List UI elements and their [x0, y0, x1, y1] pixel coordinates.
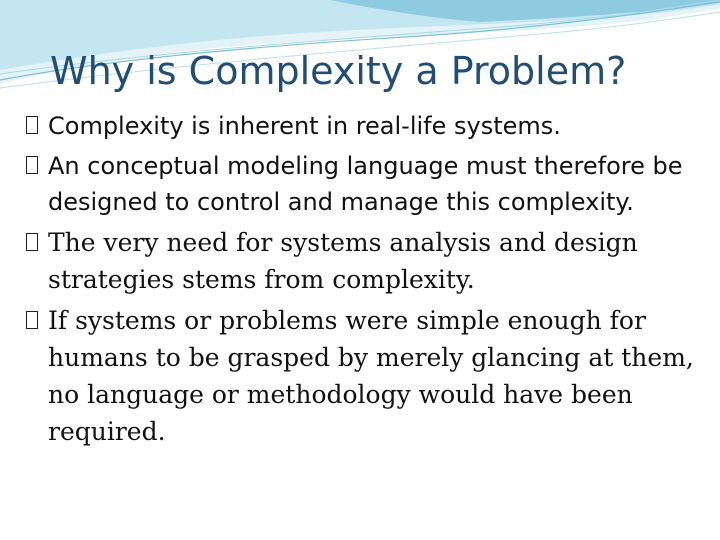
bullet-marker-icon [26, 233, 38, 251]
slide-title: Why is Complexity a Problem? [50, 49, 627, 93]
bullet-marker-icon [26, 156, 38, 174]
bullet-item [22, 224, 702, 298]
bullet-marker-icon [26, 311, 38, 329]
bullet-text: An conceptual modeling language must therefore be designed to control and manage this complexity. [48, 152, 683, 216]
bullet-item [22, 148, 702, 220]
bullet-marker-icon [26, 116, 38, 134]
bullet-text: If systems or problems were simple enough for humans to be grasped by merely glancing at them, no language or methodology would have been required. [48, 306, 694, 446]
bullet-item [22, 108, 702, 144]
bullet-text: Complexity is inherent in real-life systems. [48, 112, 561, 140]
bullet-list [22, 108, 702, 454]
bullet-text: The very need for systems analysis and design strategies stems from complexity. [48, 228, 638, 294]
bullet-item [22, 302, 702, 450]
